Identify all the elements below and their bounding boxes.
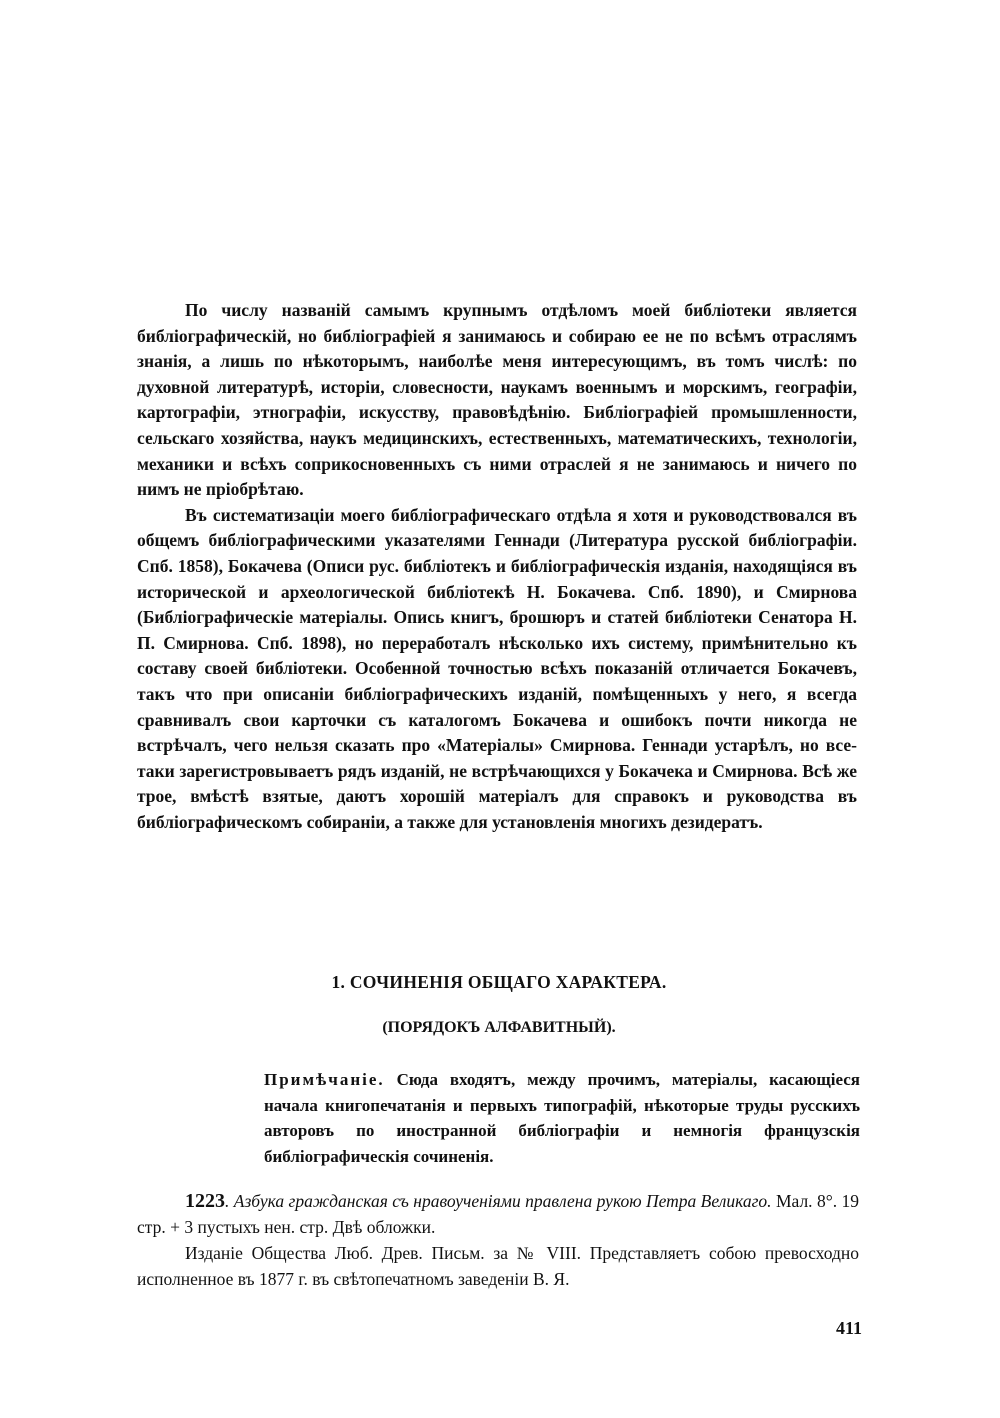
section-title: 1. СОЧИНЕНІЯ ОБЩАГО ХАРАКТЕРА. xyxy=(331,972,667,992)
entry-description: Изданіе Общества Люб. Древ. Письм. за № VIII. Представляетъ собою превосходно исполненное въ 1877 г. въ свѣтопечатномъ заведеніи В. Я. xyxy=(137,1243,859,1289)
entry-heading xyxy=(137,1188,859,1240)
intro-paragraph-1: По числу названій самымъ крупнымъ отдѣломъ моей библіотеки является библіографическій, но библіографіей я занимаюсь и собираю ее не по всѣмъ отраслямъ знанія, а лишь по нѣкоторымъ, наиболѣе меня интересующимъ, въ томъ числѣ: по духовной литературѣ, исторіи, словесности, наукамъ военнымъ и морскимъ, географіи, картографіи, этнографіи, искусству, правовѣдѣнію. Библіографіей промышленности, сельскаго хозяйства, наукъ медицинскихъ, естественныхъ, математическихъ, технологіи, механики и всѣхъ соприкосновенныхъ съ ними отраслей я не занимаюсь и ничего по нимъ не пріобрѣтаю. xyxy=(137,300,857,500)
entry-details: Мал. 8°. 19 стр. + 3 пустыхъ нен. стр. Двѣ обложки. xyxy=(137,1191,859,1237)
section-subtitle: (ПОРЯДОКЪ АЛФАВИТНЫЙ). xyxy=(382,1019,616,1036)
note-lead: Примѣчаніе. xyxy=(264,1070,385,1089)
page-number: 411 xyxy=(835,1318,862,1338)
section-note xyxy=(264,1067,860,1169)
entry-title: . Азбука гражданская съ нравоученіями правлена рукою Петра Великаго. xyxy=(225,1191,772,1211)
note-text: Сюда входятъ, между прочимъ, матеріалы, касающіеся начала книгопечатанія и первыхъ типографій, нѣкоторые труды русскихъ авторовъ по иностранной библіографіи и немногія французскія библіографическія сочиненія. xyxy=(264,1070,860,1166)
intro-text xyxy=(137,298,857,835)
intro-paragraph-2: Въ систематизаціи моего библіографическаго отдѣла я хотя и руководствовался въ общемъ библіографическими указателями Геннади (Литература русской библіографіи. Спб. 1858), Бокачева (Описи рус. библіотекъ и библіографическія изданія, находящіяся въ исторической и археологической библіотекѣ Н. Бокачева. Спб. 1890), и Смирнова (Библіографическіе матеріалы. Опись книгъ, брошюръ и статей библіотеки Сенатора Н. П. Смирнова. Спб. 1898), но переработалъ нѣсколько ихъ систему, примѣнительно къ составу своей библіотеки. Особенной точностью всѣхъ показаній отличается Бокачевъ, такъ что при описаніи библіографическихъ изданій, помѣщенныхъ у него, я всегда сравнивалъ свои карточки съ каталогомъ Бокачева и ошибокъ почти никогда не встрѣчалъ, чего нельзя сказать про «Матеріалы» Смирнова. Геннади устарѣлъ, но все-таки зарегистровываетъ рядъ изданій, не встрѣчающихся у Бокачека и Смирнова. Всѣ же трое, вмѣстѣ взятые, даютъ хорошій матеріалъ для справокъ и руководства въ библіографическомъ собираніи, а также для установленія многихъ дезидератъ. xyxy=(137,504,857,832)
bibliography-entry xyxy=(137,1188,859,1292)
entry-number: 1223 xyxy=(185,1190,225,1212)
